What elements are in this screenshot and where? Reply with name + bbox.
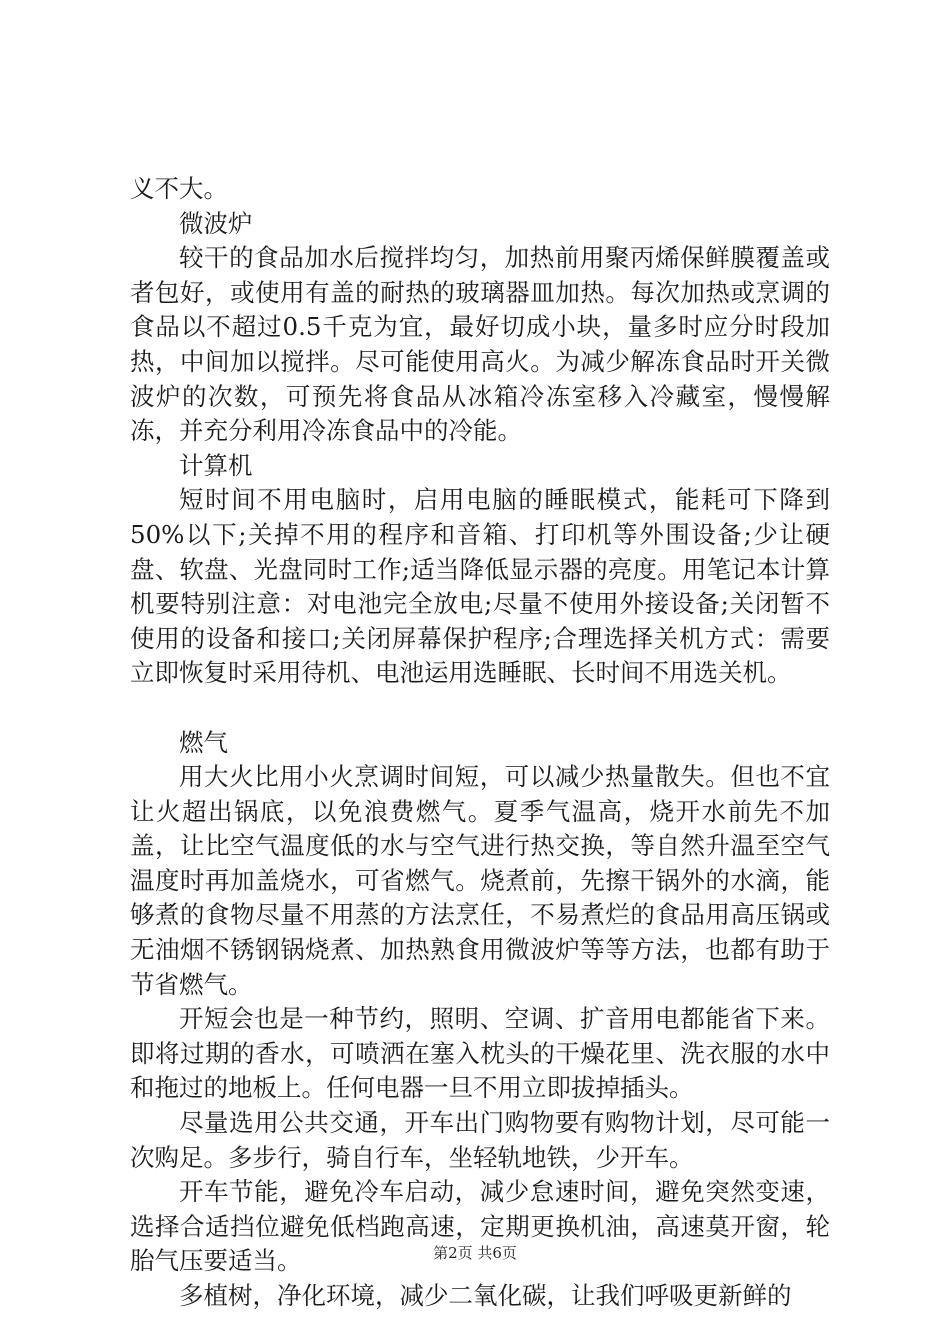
document-body (130, 172, 830, 1314)
paragraph-microwave: 较干的食品加水后搅拌均匀，加热前用聚丙烯保鲜膜覆盖或者包好，或使用有盖的耐热的玻璃器皿加热。每次加热或烹调的食品以不超过0.5千克为宜，最好切成小块，量多时应分时段加热，中间加以搅拌。尽可能使用高火。为减少解冻食品时开关微波炉的次数，可预先将食品从冰箱冷冻室移入冷藏室，慢慢解冻，并充分利用冷冻食品中的冷能。 (130, 243, 830, 446)
paragraph-continuation: 义不大。 (130, 174, 228, 203)
paragraph-trees: 多植树，净化环境，减少二氧化碳，让我们呼吸更新鲜的 (179, 1281, 792, 1310)
page-number-footer: 第2页 共6页 (433, 1244, 517, 1262)
section-heading-gas: 燃气 (179, 727, 228, 757)
blank-line (130, 691, 830, 726)
paragraph-gas: 用大火比用小火烹调时间短，可以减少热量散失。但也不宜让火超出锅底，以免浪费燃气。夏季气温高，烧开水前先不加盖，让比空气温度低的水与空气进行热交换，等自然升温至空气温度时再加盖烧水，可省燃气。烧煮前，先擦干锅外的水滴，能够煮的食物尽量不用蒸的方法烹任，不易煮烂的食品用高压锅或无油烟不锈钢锅烧煮、加热熟食用微波炉等等方法，也都有助于节省燃气。 (130, 762, 830, 999)
paragraph-computer: 短时间不用电脑时，启用电脑的睡眠模式，能耗可下降到50%以下;关掉不用的程序和音箱、打印机等外围设备;少让硬盘、软盘、光盘同时工作;适当降低显示器的亮度。用笔记本计算机要特别注意：对电池完全放电;尽量不使用外接设备;关闭暂不使用的设备和接口;关闭屏幕保护程序;合理选择关机方式：需要立即恢复时采用待机、电池运用选睡眠、长时间不用选关机。 (130, 485, 830, 688)
section-heading-computer: 计算机 (179, 450, 253, 480)
section-heading-microwave: 微波炉 (179, 208, 253, 238)
paragraph-transport: 尽量选用公共交通，开车出门购物要有购物计划，尽可能一次购足。多步行，骑自行车，坐轻轨地铁，少开车。 (130, 1108, 830, 1172)
paragraph-meetings: 开短会也是一种节约，照明、空调、扩音用电都能省下来。即将过期的香水，可喷洒在塞入枕头的干燥花里、洗衣服的水中和拖过的地板上。任何电器一旦不用立即拔掉插头。 (130, 1004, 830, 1103)
paragraph-driving: 开车节能，避免冷车启动，减少怠速时间，避免突然变速，选择合适挡位避免低档跑高速，定期更换机油，高速莫开窗，轮胎气压要适当。 (130, 1177, 830, 1276)
